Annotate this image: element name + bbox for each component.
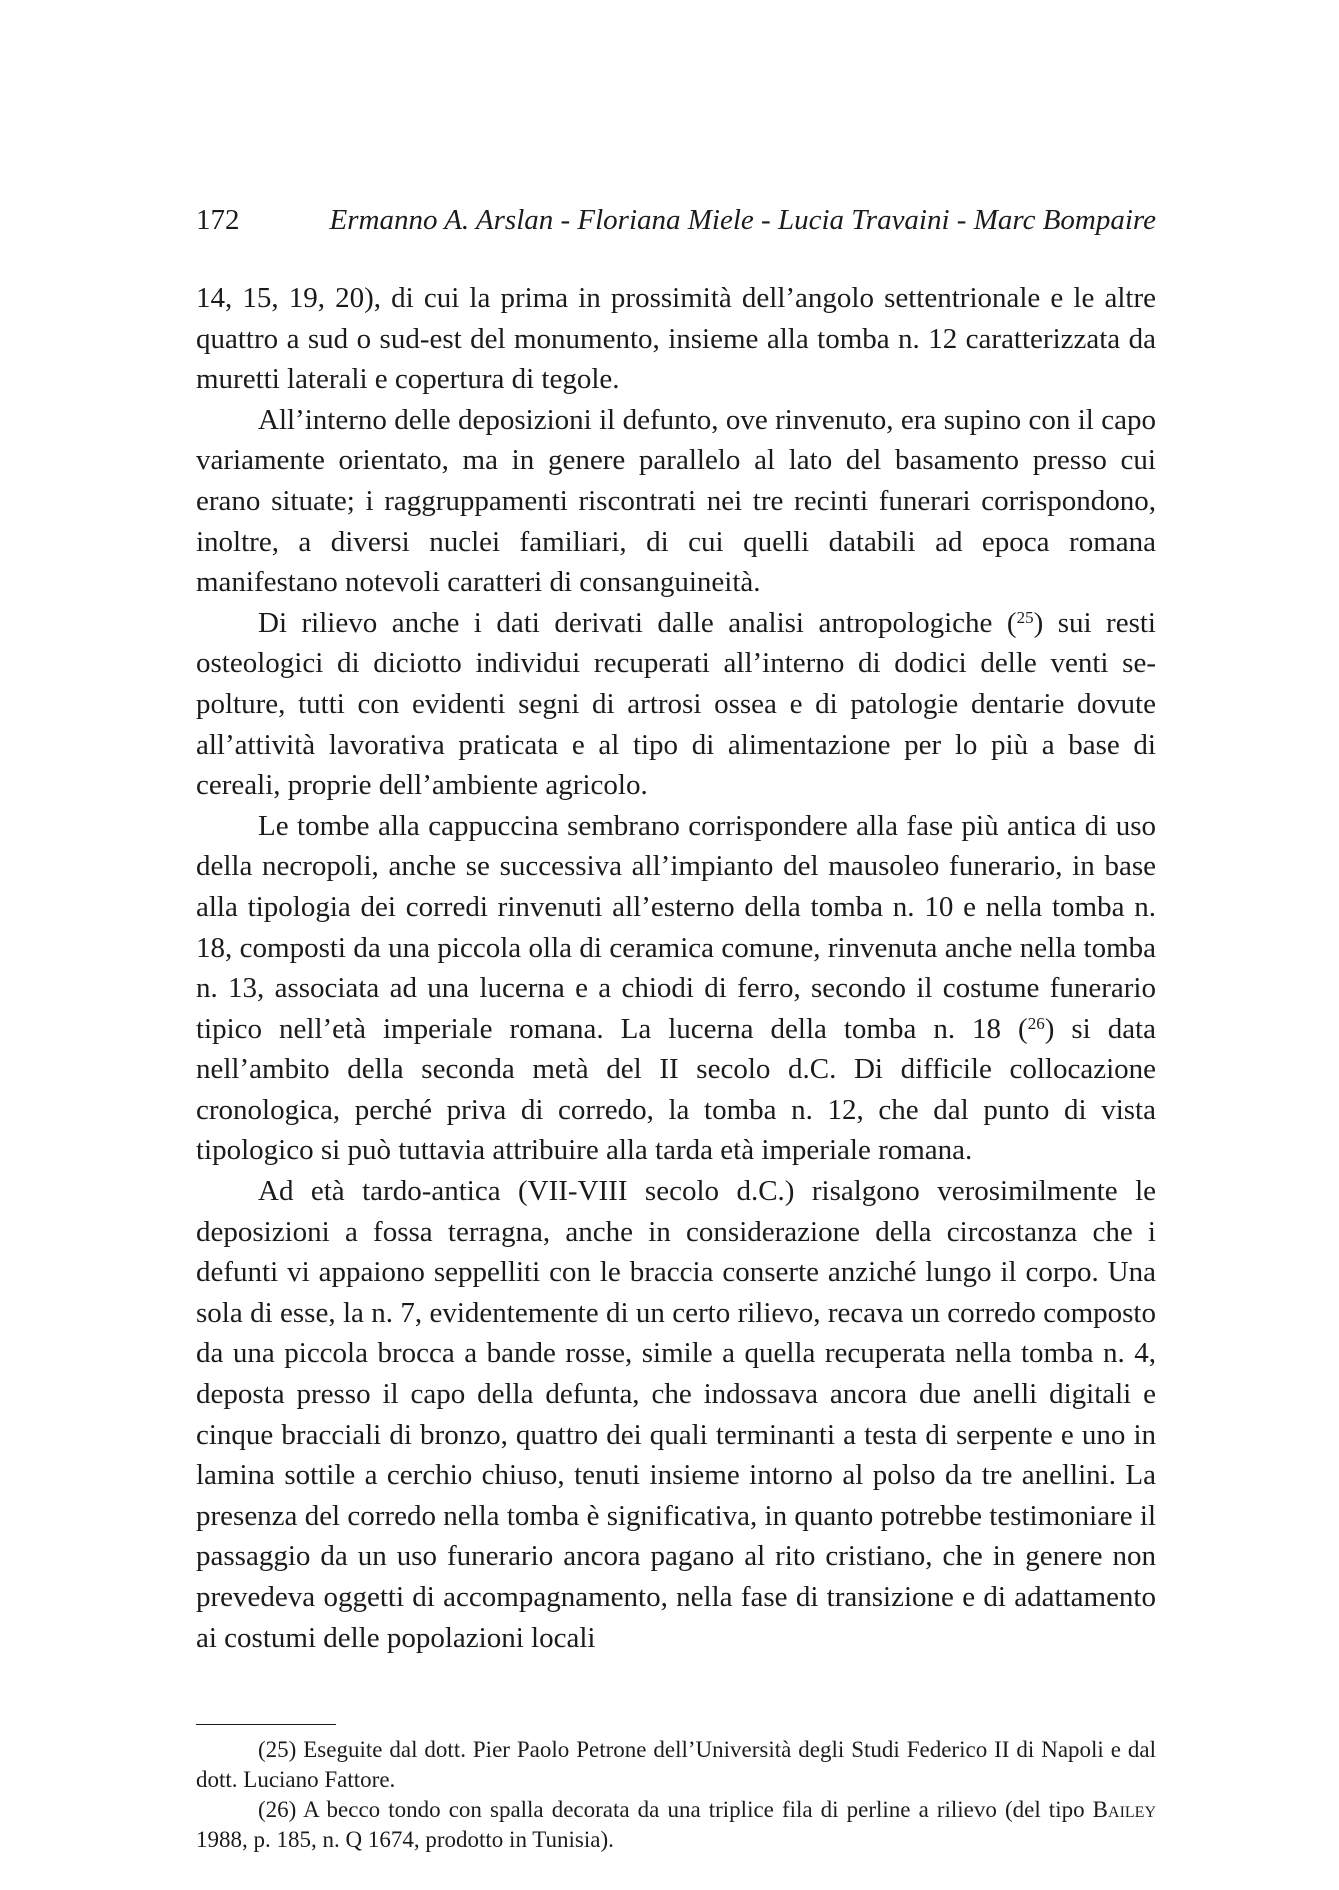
paragraph-3-text-a: Di rilievo anche i dati derivati dalle analisi antropologiche ( <box>258 606 1017 639</box>
paragraph-4 <box>196 806 1156 1171</box>
footnote-26-author: Bailey <box>1092 1797 1156 1823</box>
footnotes <box>196 1735 1156 1855</box>
footnote-26-text-a: (26) A becco tondo con spalla decorata da una triplice fila di perline a rilievo (del tipo <box>258 1797 1093 1823</box>
paragraph-3 <box>196 603 1156 806</box>
paragraph-4-text-b: ) si data nell’ambito della seconda metà del II secolo d.C. Di difficile collocazione cronologica, perché priva di corredo, la tomba n. 12, che dal punto di vista tipologico si può tuttavia attribuire alla tarda età imperiale romana. <box>196 1012 1156 1167</box>
footnote-divider <box>196 1724 336 1725</box>
paragraph-5: Ad età tardo-antica (VII-VIII secolo d.C.) risalgono verosimilmente le deposizioni a fossa terragna, anche in considerazione della circostanza che i defunti vi appaiono seppelliti con le braccia conserte anziché lungo il corpo. Una sola di esse, la n. 7, evidentemente di un certo rilievo, recava un corredo composto da una piccola brocca a bande rosse, simile a quella recuperata nella tomba n. 4, deposta presso il capo della defunta, che indossava ancora due anelli digitali e cinque bracciali di bronzo, quattro dei quali terminanti a testa di serpente e uno in lamina sottile a cerchio chiuso, tenuti insieme intorno al polso da tre anellini. La presenza del corredo nella tomba è significativa, in quanto potrebbe testimoniare il passaggio da un uso funerario ancora pagano al rito cristiano, che in genere non prevedeva oggetti di accompagnamento, nella fase di transizione e di adattamento ai costumi delle popolazioni locali <box>196 1175 1156 1654</box>
page-number: 172 <box>196 204 240 236</box>
footnote-25: (25) Eseguite dal dott. Pier Paolo Petrone dell’Università degli Studi Federico II di Napoli e dal dott. Luciano Fattore. <box>196 1737 1156 1793</box>
paragraph-1: 14, 15, 19, 20), di cui la prima in prossimità dell’angolo settentrionale e le altre quattro a sud o sud-est del monumento, insieme alla tomba n. 12 caratterizzata da muretti laterali e copertura di tegole. <box>196 282 1156 396</box>
paragraph-3-text-b: ) sui resti osteologici di diciotto individui recuperati all’interno di dodici delle venti sepolture, tutti con evidenti segni di artrosi ossea e di patologie dentarie dovute all’attività lavorativa praticata e al tipo di alimentazione per lo più a base di cereali, proprie dell’ambiente agricolo. <box>196 606 1156 802</box>
running-head <box>196 200 1156 240</box>
footnote-ref-25[interactable]: 25 <box>1016 607 1034 627</box>
footnote-ref-26[interactable]: 26 <box>1027 1013 1045 1033</box>
authors-header: Ermanno A. Arslan - Floriana Miele - Lucia Travaini - Marc Bompaire <box>329 204 1156 236</box>
paragraph-4-text-a: Le tombe alla cappuccina sembrano corrispondere alla fase più antica di uso della necropoli, anche se successiva all’impianto del mausoleo funerario, in base alla tipologia dei corredi rinvenuti all’esterno della tomba n. 10 e nella tomba n. 18, composti da una piccola olla di ceramica comune, rinvenuta anche nella tomba n. 13, associata ad una lucerna e a chiodi di ferro, secondo il costume funerario tipico nell’età imperiale romana. La lucerna della tomba n. 18 ( <box>196 809 1156 1045</box>
paragraph-2: All’interno delle deposizioni il defunto, ove rinvenuto, era supino con il capo variamente orientato, ma in genere parallelo al lato del basamento presso cui erano situate; i raggruppamenti riscontrati nei tre recinti funerari corrispondono, inoltre, a diversi nuclei familiari, di cui quelli databili ad epoca romana manifestano notevoli caratteri di consanguineità. <box>196 403 1156 599</box>
footnote-26 <box>196 1795 1156 1855</box>
body-text <box>196 278 1156 1658</box>
footnote-26-text-b: 1988, p. 185, n. Q 1674, prodotto in Tunisia). <box>196 1827 614 1853</box>
document-page <box>196 200 1156 1855</box>
